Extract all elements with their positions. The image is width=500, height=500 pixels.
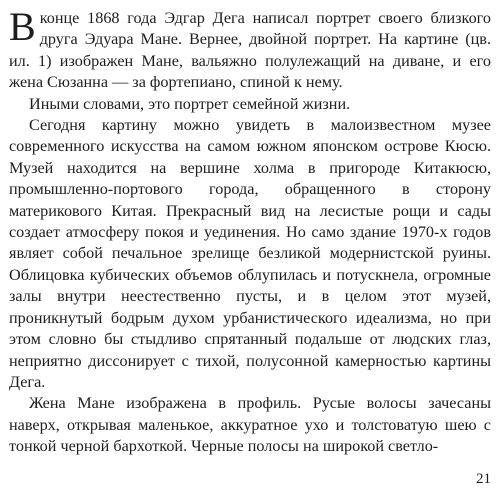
- body-text: [9, 4, 491, 458]
- paragraph-1-text: конце 1868 года Эдгар Дега написал портрет своего близкого друга Эдуара Мане. Вернее, двойной портрет. На картине (цв. ил. 1) изображен Мане, вальяжно полулежащий на диване, и его жена Сюзанна — за фортепиано, спиной к нему.: [9, 9, 491, 92]
- paragraph-2: Иными словами, это портрет семейной жизни.: [29, 94, 351, 113]
- page-number: 21: [476, 470, 491, 487]
- paragraph-1: [9, 4, 491, 94]
- paragraph-4: Жена Мане изображена в профиль. Русые волосы зачесаны наверх, открывая маленькое, аккуратное ухо и толстоватую шею с тонкой черной бархоткой. Черные полосы на широкой светло-: [9, 394, 491, 456]
- paragraph-3: Сегодня картину можно увидеть в малоизвестном музее современного искусства на самом южном японском острове Кюсю. Музей находится на вершине холма в пригороде Китакюсю, промышленно-портового города, обращенного в сторону материкового Китая. Прекрасный вид на лесистые рощи и сады создает атмосферу покоя и уединения. Но само здание 1970-х годов являет собой печальное зрелище безликой модернистской руины. Облицовка кубических объемов облупилась и потускнела, огромные залы внутри неестественно пусты, и в целом этот музей, проникнутый бодрым духом урбанистического идеализма, но при этом словно бы стыдливо спрятанный подальше от людских глаз, неприятно диссонирует с тихой, полусонной камерностью картины Дега.: [9, 116, 491, 391]
- drop-cap: В: [9, 4, 36, 49]
